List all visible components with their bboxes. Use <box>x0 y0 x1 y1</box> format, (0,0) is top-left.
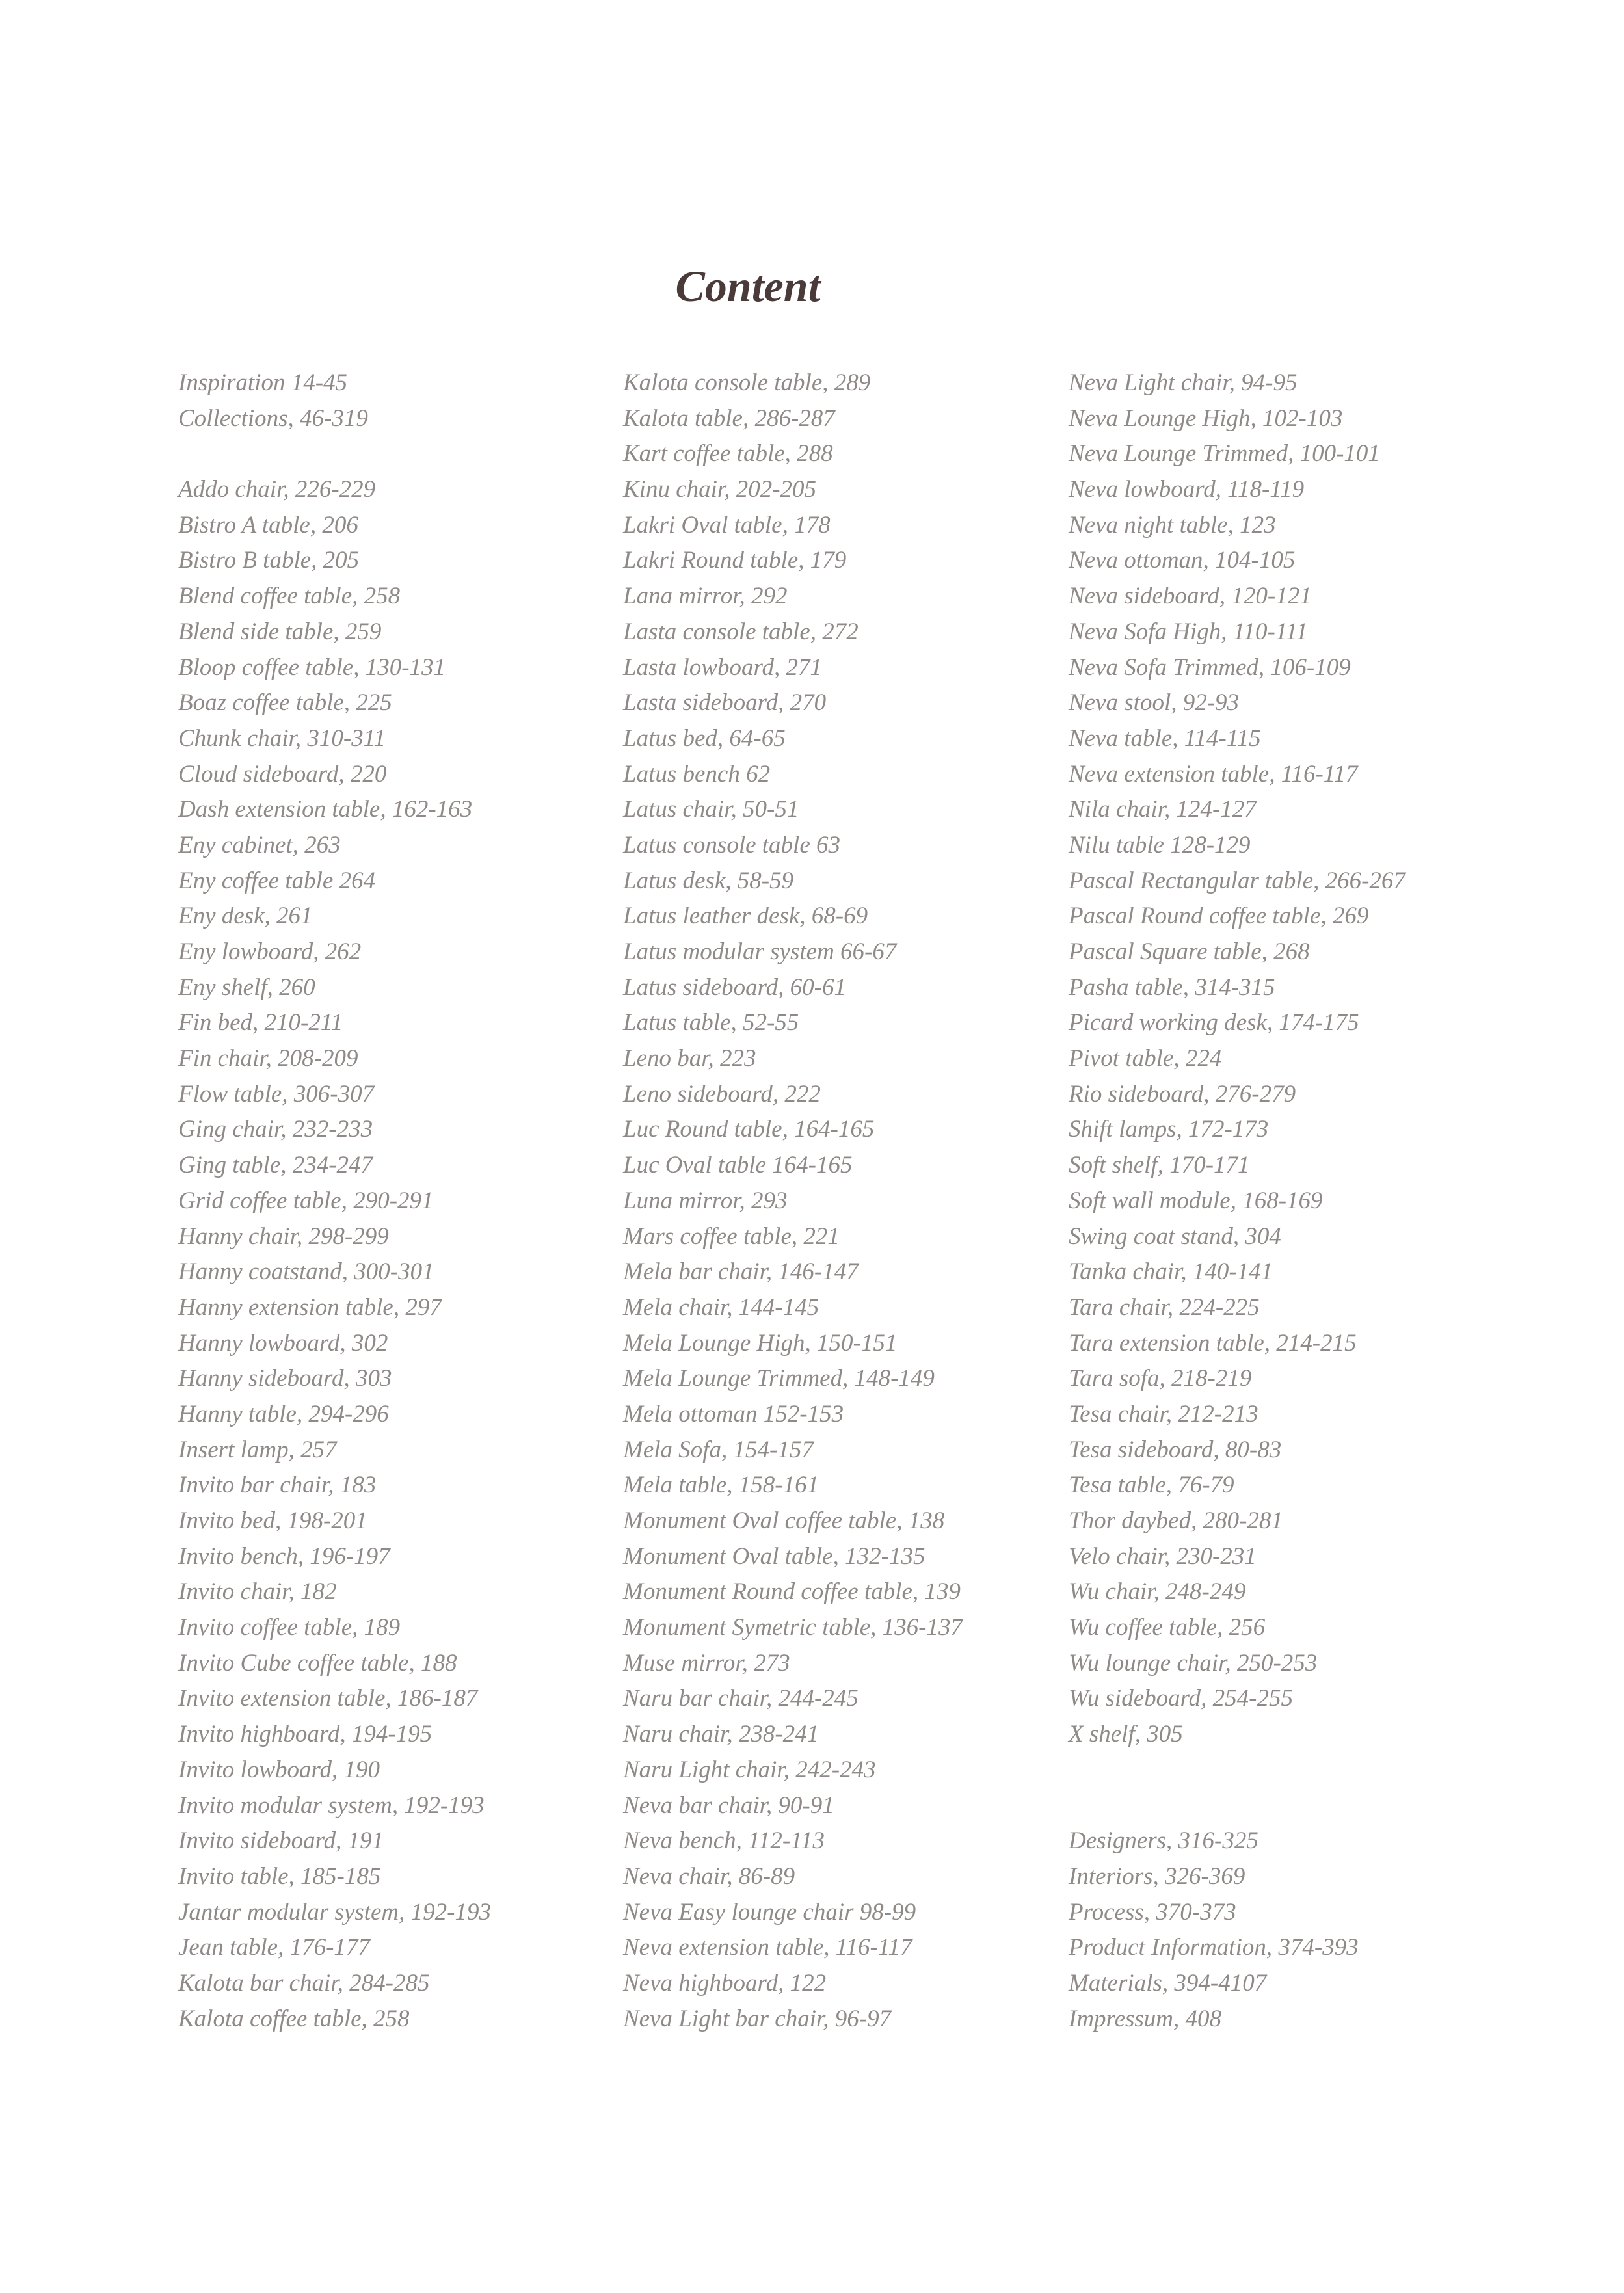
toc-entry: Eny desk, 261 <box>178 903 313 930</box>
toc-entry: Fin bed, 210-211 <box>178 1009 343 1037</box>
toc-entry: Dash extension table, 162-163 <box>178 796 473 823</box>
toc-entry: Bloop coffee table, 130-131 <box>178 654 446 681</box>
toc-entry: Pascal Square table, 268 <box>1069 938 1310 965</box>
toc-entry: Jean table, 176-177 <box>178 1934 370 1961</box>
toc-entry: Lakri Oval table, 178 <box>623 511 831 538</box>
toc-entry: Blend side table, 259 <box>178 618 382 645</box>
toc-entry: Chunk chair, 310-311 <box>178 724 386 752</box>
toc-entry: Fin chair, 208-209 <box>178 1045 358 1072</box>
toc-entry: Latus leather desk, 68-69 <box>623 903 868 930</box>
toc-entry: Invito lowboard, 190 <box>178 1756 380 1783</box>
toc-entry: Neva bench, 112-113 <box>623 1827 825 1855</box>
toc-entry: Mela bar chair, 146-147 <box>623 1258 859 1286</box>
toc-entry: Invito bar chair, 183 <box>178 1472 377 1499</box>
toc-entry: Hanny table, 294-296 <box>178 1400 389 1427</box>
toc-entry: X shelf, 305 <box>1069 1721 1183 1748</box>
toc-entry: Collections, 46-319 <box>178 404 368 432</box>
toc-entry: Latus sideboard, 60-61 <box>623 974 846 1001</box>
toc-entry: Latus modular system 66-67 <box>623 938 897 965</box>
toc-entry: Invito chair, 182 <box>178 1578 337 1606</box>
toc-entry: Flow table, 306-307 <box>178 1080 375 1107</box>
toc-entry: Neva Sofa Trimmed, 106-109 <box>1069 654 1351 681</box>
toc-entry: Swing coat stand, 304 <box>1069 1223 1281 1250</box>
toc-entry: Grid coffee table, 290-291 <box>178 1187 434 1214</box>
toc-entry: Process, 370-373 <box>1069 1898 1236 1926</box>
toc-entry: Eny lowboard, 262 <box>178 938 362 965</box>
toc-entry: Hanny chair, 298-299 <box>178 1223 389 1250</box>
toc-entry: Neva extension table, 116-117 <box>623 1934 912 1961</box>
toc-entry: Wu chair, 248-249 <box>1069 1578 1246 1606</box>
toc-entry: Nila chair, 124-127 <box>1069 796 1257 823</box>
toc-entry: Hanny sideboard, 303 <box>178 1365 392 1392</box>
page-title: Content <box>675 261 821 311</box>
toc-entry: Shift lamps, 172-173 <box>1069 1116 1269 1143</box>
toc-entry: Neva ottoman, 104-105 <box>1069 547 1296 574</box>
toc-entry: Blend coffee table, 258 <box>178 583 401 610</box>
toc-entry: Neva extension table, 116-117 <box>1069 760 1358 788</box>
toc-entry: Latus bed, 64-65 <box>623 724 786 752</box>
toc-entry: Addo chair, 226-229 <box>178 476 376 503</box>
toc-entry: Monument Oval coffee table, 138 <box>623 1507 945 1534</box>
toc-entry: Soft shelf, 170-171 <box>1069 1152 1250 1179</box>
toc-column-2 <box>623 365 1046 2037</box>
toc-entry: Mela Lounge High, 150-151 <box>623 1329 898 1357</box>
toc-entry: Monument Round coffee table, 139 <box>623 1578 961 1606</box>
toc-entry: Thor daybed, 280-281 <box>1069 1507 1283 1534</box>
toc-entry: Luc Round table, 164-165 <box>623 1116 875 1143</box>
toc-entry: Inspiration 14-45 <box>178 369 348 396</box>
toc-entry: Lakri Round table, 179 <box>623 547 847 574</box>
toc-entry: Neva Lounge Trimmed, 100-101 <box>1069 440 1380 468</box>
toc-entry: Kalota console table, 289 <box>623 369 871 396</box>
toc-entry: Velo chair, 230-231 <box>1069 1543 1257 1570</box>
toc-entry: Tara chair, 224-225 <box>1069 1293 1260 1321</box>
toc-entry: Neva Easy lounge chair 98-99 <box>623 1898 916 1926</box>
toc-entry: Latus chair, 50-51 <box>623 796 799 823</box>
toc-entry: Pivot table, 224 <box>1069 1045 1222 1072</box>
toc-entry: Invito extension table, 186-187 <box>178 1685 478 1712</box>
toc-entry: Neva Sofa High, 110-111 <box>1069 618 1308 645</box>
toc-entry: Picard working desk, 174-175 <box>1069 1009 1359 1037</box>
toc-entry: Kalota coffee table, 258 <box>178 2005 410 2032</box>
toc-entry: Ging table, 234-247 <box>178 1152 373 1179</box>
toc-entry: Kalota table, 286-287 <box>623 404 835 432</box>
toc-entry: Neva stool, 92-93 <box>1069 689 1240 717</box>
toc-product-list <box>178 472 601 2037</box>
toc-entry: Wu lounge chair, 250-253 <box>1069 1649 1318 1677</box>
toc-entry: Hanny extension table, 297 <box>178 1293 442 1321</box>
toc-entry: Boaz coffee table, 225 <box>178 689 392 717</box>
toc-entry: Ging chair, 232-233 <box>178 1116 373 1143</box>
toc-entry: Pascal Rectangular table, 266-267 <box>1069 867 1405 894</box>
toc-entry: Invito table, 185-185 <box>178 1862 381 1890</box>
toc-entry: Neva Light chair, 94-95 <box>1069 369 1298 396</box>
toc-entry: Cloud sideboard, 220 <box>178 760 387 788</box>
toc-entry: Kart coffee table, 288 <box>623 440 833 468</box>
toc-entry: Neva highboard, 122 <box>623 1969 827 1996</box>
toc-entry: Impressum, 408 <box>1069 2005 1222 2032</box>
toc-entry: Muse mirror, 273 <box>623 1649 790 1677</box>
toc-entry: Invito sideboard, 191 <box>178 1827 384 1855</box>
toc-entry: Latus console table 63 <box>623 831 841 858</box>
toc-entry: Hanny coatstand, 300-301 <box>178 1258 434 1286</box>
toc-entry: Neva bar chair, 90-91 <box>623 1792 834 1819</box>
toc-entry: Wu coffee table, 256 <box>1069 1614 1266 1641</box>
toc-entry: Tesa table, 76-79 <box>1069 1472 1234 1499</box>
toc-entry: Pasha table, 314-315 <box>1069 974 1275 1001</box>
toc-product-list <box>623 365 1046 2037</box>
toc-entry: Wu sideboard, 254-255 <box>1069 1685 1293 1712</box>
toc-product-list <box>1069 365 1491 1753</box>
toc-entry: Neva chair, 86-89 <box>623 1862 795 1890</box>
toc-spacer <box>178 436 601 472</box>
toc-entry: Latus bench 62 <box>623 760 771 788</box>
toc-entry: Latus table, 52-55 <box>623 1009 799 1037</box>
toc-entry: Eny coffee table 264 <box>178 867 376 894</box>
toc-entry: Kinu chair, 202-205 <box>623 476 817 503</box>
toc-entry: Leno sideboard, 222 <box>623 1080 821 1107</box>
toc-entry: Tesa chair, 212-213 <box>1069 1400 1258 1427</box>
toc-entry: Neva night table, 123 <box>1069 511 1276 538</box>
toc-entry: Rio sideboard, 276-279 <box>1069 1080 1296 1107</box>
toc-entry: Invito bed, 198-201 <box>178 1507 367 1534</box>
toc-entry: Tara extension table, 214-215 <box>1069 1329 1357 1357</box>
toc-entry: Lana mirror, 292 <box>623 583 788 610</box>
toc-entry: Bistro B table, 205 <box>178 547 360 574</box>
toc-column-1 <box>178 365 601 2037</box>
toc-entry: Hanny lowboard, 302 <box>178 1329 388 1357</box>
toc-entry: Mars coffee table, 221 <box>623 1223 840 1250</box>
toc-entry: Insert lamp, 257 <box>178 1436 337 1463</box>
toc-entry: Mela Sofa, 154-157 <box>623 1436 814 1463</box>
toc-entry: Invito bench, 196-197 <box>178 1543 390 1570</box>
toc-entry: Monument Oval table, 132-135 <box>623 1543 925 1570</box>
toc-entry: Bistro A table, 206 <box>178 511 358 538</box>
toc-intro-list <box>178 365 601 436</box>
toc-entry: Mela table, 158-161 <box>623 1472 819 1499</box>
toc-entry: Jantar modular system, 192-193 <box>178 1898 491 1926</box>
toc-entry: Mela chair, 144-145 <box>623 1293 819 1321</box>
toc-entry: Tesa sideboard, 80-83 <box>1069 1436 1282 1463</box>
toc-entry: Lasta console table, 272 <box>623 618 859 645</box>
toc-column-3 <box>1069 365 1491 2037</box>
toc-entry: Latus desk, 58-59 <box>623 867 794 894</box>
toc-entry: Tara sofa, 218-219 <box>1069 1365 1252 1392</box>
toc-entry: Luc Oval table 164-165 <box>623 1152 853 1179</box>
toc-entry: Luna mirror, 293 <box>623 1187 788 1214</box>
toc-entry: Lasta sideboard, 270 <box>623 689 827 717</box>
toc-entry: Soft wall module, 168-169 <box>1069 1187 1323 1214</box>
toc-entry: Naru Light chair, 242-243 <box>623 1756 876 1783</box>
toc-entry: Nilu table 128-129 <box>1069 831 1251 858</box>
toc-entry: Designers, 316-325 <box>1069 1827 1258 1855</box>
toc-entry: Neva table, 114-115 <box>1069 724 1261 752</box>
toc-entry: Invito highboard, 194-195 <box>178 1721 433 1748</box>
toc-entry: Leno bar, 223 <box>623 1045 756 1072</box>
toc-entry: Mela Lounge Trimmed, 148-149 <box>623 1365 935 1392</box>
toc-spacer <box>1069 1753 1491 1823</box>
toc-entry: Tanka chair, 140-141 <box>1069 1258 1273 1286</box>
toc-entry: Monument Symetric table, 136-137 <box>623 1614 963 1641</box>
toc-entry: Materials, 394-4107 <box>1069 1969 1267 1996</box>
toc-entry: Neva sideboard, 120-121 <box>1069 583 1312 610</box>
toc-entry: Invito coffee table, 189 <box>178 1614 401 1641</box>
toc-entry: Pascal Round coffee table, 269 <box>1069 903 1369 930</box>
toc-entry: Kalota bar chair, 284-285 <box>178 1969 430 1996</box>
toc-entry: Invito modular system, 192-193 <box>178 1792 485 1819</box>
toc-entry: Lasta lowboard, 271 <box>623 654 822 681</box>
toc-entry: Neva lowboard, 118-119 <box>1069 476 1305 503</box>
toc-entry: Naru bar chair, 244-245 <box>623 1685 859 1712</box>
toc-outro-list <box>1069 1823 1491 2037</box>
toc-entry: Eny cabinet, 263 <box>178 831 341 858</box>
toc-entry: Neva Light bar chair, 96-97 <box>623 2005 892 2032</box>
toc-entry: Mela ottoman 152-153 <box>623 1400 844 1427</box>
toc-entry: Product Information, 374-393 <box>1069 1934 1359 1961</box>
toc-entry: Interiors, 326-369 <box>1069 1862 1245 1890</box>
toc-entry: Neva Lounge High, 102-103 <box>1069 404 1343 432</box>
toc-entry: Eny shelf, 260 <box>178 974 315 1001</box>
toc-entry: Naru chair, 238-241 <box>623 1721 819 1748</box>
toc-entry: Invito Cube coffee table, 188 <box>178 1649 457 1677</box>
